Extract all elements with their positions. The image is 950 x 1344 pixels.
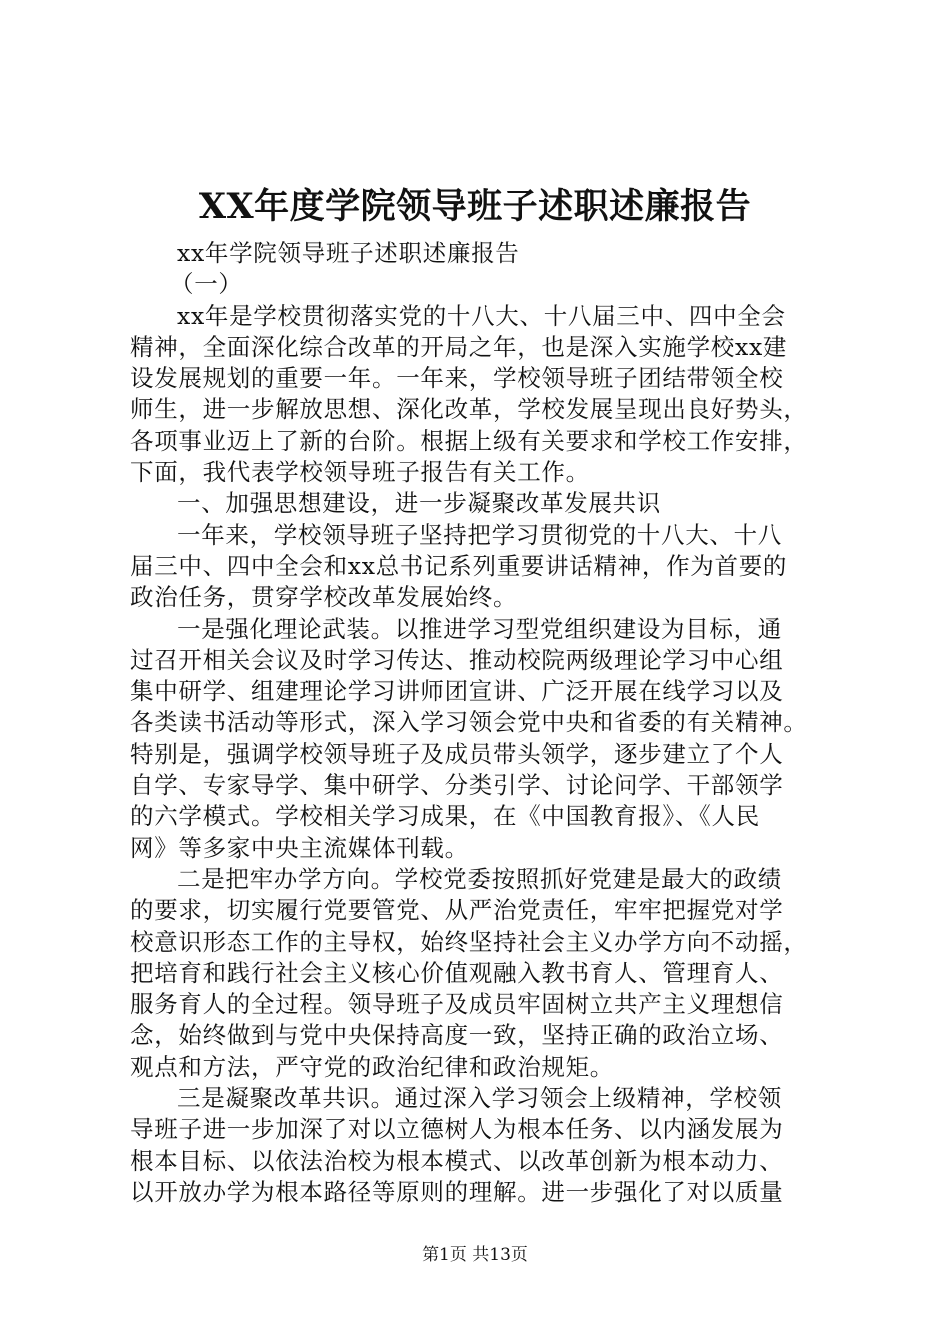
paragraph-line: 政治任务，贯穿学校改革发展始终。 (130, 583, 518, 612)
paragraph-line: 各类读书活动等形式，深入学习领会党中央和省委的有关精神。 (130, 708, 808, 737)
document-body (130, 238, 830, 1208)
paragraph-line: 二是把牢办学方向。学校党委按照抓好党建是最大的政绩 (177, 864, 782, 893)
paragraph-line: 设发展规划的重要一年。一年来，学校领导班子团结带领全校 (130, 364, 784, 393)
paragraph-line: 网》等多家中央主流媒体刊载。 (130, 833, 469, 862)
section-heading: 一、加强思想建设，进一步凝聚改革发展共识 (177, 489, 661, 518)
paragraph-line: 下面，我代表学校领导班子报告有关工作。 (130, 458, 590, 487)
paragraph-line: 自学、专家导学、集中研学、分类引学、讨论问学、干部领学 (130, 771, 784, 800)
page-footer: 第1页 共13页 (422, 1245, 528, 1265)
paragraph-line: 届三中、四中全会和xx总书记系列重要讲话精神，作为首要的 (130, 551, 788, 580)
paragraph-line: 的要求，切实履行党要管党、从严治党责任，牢牢把握党对学 (130, 896, 784, 925)
paragraph-line: 校意识形态工作的主导权，始终坚持社会主义办学方向不动摇， (130, 927, 808, 956)
paragraph-line: 过召开相关会议及时学习传达、推动校院两级理论学习中心组 (130, 645, 784, 674)
paragraph-line: 根本目标、以依法治校为根本模式、以改革创新为根本动力、 (130, 1146, 784, 1175)
paragraph-line: 的六学模式。学校相关学习成果，在《中国教育报》、《人民 (130, 802, 760, 831)
paragraph-line: 以开放办学为根本路径等原则的理解。进一步强化了对以质量 (130, 1177, 784, 1206)
paragraph-line: 精神，全面深化综合改革的开局之年，也是深入实施学校xx建 (130, 332, 788, 361)
paragraph-line: 三是凝聚改革共识。通过深入学习领会上级精神，学校领 (177, 1084, 782, 1113)
paragraph-line: 一年来，学校领导班子坚持把学习贯彻党的十八大、十八 (177, 520, 782, 549)
subtitle-line: xx年学院领导班子述职述廉报告 (177, 239, 520, 267)
paragraph-line: 师生，进一步解放思想、深化改革，学校发展呈现出良好势头， (130, 395, 808, 424)
section-number: （一） (170, 270, 243, 299)
paragraph-line: 把培育和践行社会主义核心价值观融入教书育人、管理育人、 (130, 958, 784, 987)
paragraph-line: 念，始终做到与党中央保持高度一致，坚持正确的政治立场、 (130, 1021, 784, 1050)
paragraph-line: 各项事业迈上了新的台阶。根据上级有关要求和学校工作安排， (130, 426, 808, 455)
paragraph-line: 服务育人的全过程。领导班子及成员牢固树立共产主义理想信 (130, 990, 784, 1019)
paragraph-line: 集中研学、组建理论学习讲师团宣讲、广泛开展在线学习以及 (130, 677, 784, 706)
paragraph-line: 一是强化理论武装。以推进学习型党组织建设为目标，通 (177, 614, 782, 643)
paragraph-line: 导班子进一步加深了对以立德树人为根本任务、以内涵发展为 (130, 1115, 784, 1144)
paragraph-line: 特别是，强调学校领导班子及成员带头领学，逐步建立了个人 (130, 739, 784, 768)
document-title: XX年度学院领导班子述职述廉报告 (198, 186, 752, 227)
paragraph-line: xx年是学校贯彻落实党的十八大、十八届三中、四中全会 (177, 301, 786, 330)
paragraph-line: 观点和方法，严守党的政治纪律和政治规矩。 (130, 1052, 614, 1081)
